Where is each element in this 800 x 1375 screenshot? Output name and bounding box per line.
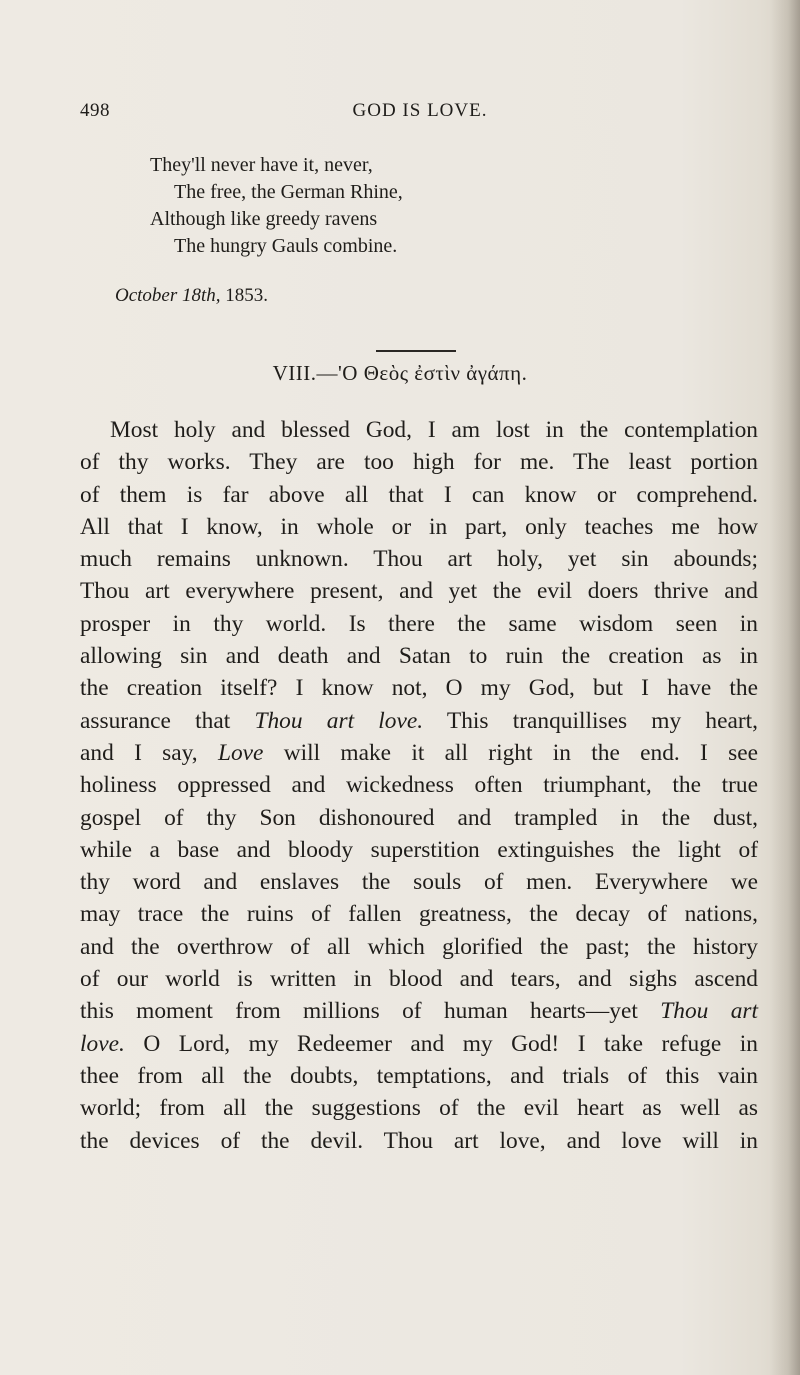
emphasis: Thou art love. [254, 707, 424, 734]
body-line: of our world is written in blood and tears, and sighs ascend [80, 966, 758, 993]
emphasis: Thou art [660, 998, 759, 1025]
body-line: while a base and bloody superstition extinguishes the light of [80, 836, 758, 863]
page-header [80, 100, 760, 130]
body-line: the devices of the devil. Thou art love, and love will in [80, 1127, 758, 1154]
body-line: much remains unknown. Thou art holy, yet sin abounds; [80, 546, 758, 573]
body-line: Most holy and blessed God, I am lost in the contemplation [110, 417, 758, 443]
poem-line: Although like greedy ravens [150, 208, 378, 230]
body-line [80, 1028, 758, 1060]
body-line: may trace the ruins of fallen greatness, the decay of nations, [80, 901, 758, 928]
body-fragment: This tranquillises my heart, [446, 707, 758, 734]
body-line: the creation itself? I know not, O my God, but I have the [80, 675, 758, 702]
body-line: and the overthrow of all which glorified the past; the history [80, 933, 758, 960]
dateline-year: 1853. [225, 285, 269, 306]
body-fragment: and I say, [80, 739, 198, 766]
body-line: world; from all the suggestions of the evil heart as well as [80, 1095, 758, 1122]
body-line [80, 995, 758, 1027]
body-line: of them is far above all that I can know or comprehend. [80, 481, 758, 508]
body-line: prosper in thy world. Is there the same wisdom seen in [80, 610, 758, 637]
body-paragraph [80, 414, 758, 1157]
body-line: allowing sin and death and Satan to ruin the creation as in [80, 643, 758, 670]
body-line: Thou art everywhere present, and yet the evil doers thrive and [80, 578, 758, 605]
poem-line: The free, the German Rhine, [174, 181, 403, 203]
body-fragment: will make it all right in the end. I see [283, 739, 758, 766]
emphasis: love. [80, 1030, 125, 1057]
body-fragment: this moment from millions of human hearts—yet [80, 998, 638, 1025]
page-edge-shadow [770, 0, 800, 1375]
poem-line: The hungry Gauls combine. [174, 235, 398, 257]
running-head: GOD IS LOVE. [352, 100, 488, 121]
body-fragment: O Lord, my Redeemer and my God! I take refuge in [143, 1030, 758, 1057]
body-fragment: assurance that [80, 707, 231, 734]
body-line [80, 737, 758, 769]
body-line: All that I know, in whole or in part, only teaches me how [80, 513, 758, 540]
body-line [80, 705, 758, 737]
page-number: 498 [80, 100, 110, 121]
dateline [115, 285, 268, 307]
emphasis: Love [217, 739, 264, 766]
body-line: of thy works. They are too high for me. The least portion [80, 449, 758, 476]
body-line: gospel of thy Son dishonoured and trampled in the dust, [80, 804, 758, 831]
dateline-month-day: October 18th, [115, 285, 221, 306]
section-divider [376, 350, 456, 352]
poem-stanza [150, 152, 403, 260]
body-line: holiness oppressed and wickedness often triumphant, the true [80, 772, 758, 799]
body-line: thee from all the doubts, temptations, and trials of this vain [80, 1062, 758, 1089]
poem-line: They'll never have it, never, [150, 154, 373, 176]
section-heading: VIII.—'O Θεὸς ἐστὶν ἀγάπη. [272, 361, 528, 385]
body-line: thy word and enslaves the souls of men. Everywhere we [80, 869, 758, 896]
